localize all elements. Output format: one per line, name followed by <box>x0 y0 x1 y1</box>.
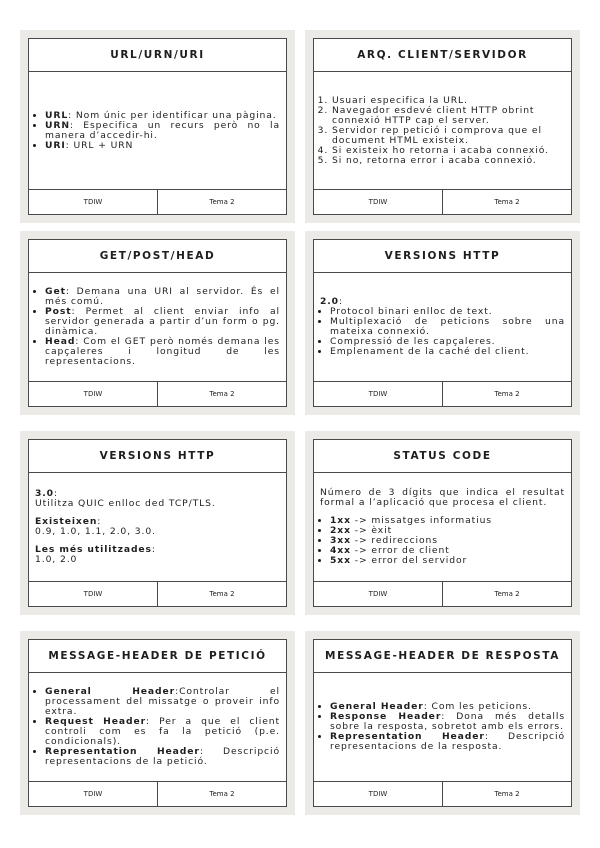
list-item: • Compressió de les capçaleres. <box>330 337 565 347</box>
footer-subject: TDIW <box>29 582 158 606</box>
card-title: VERSIONS HTTP <box>314 240 571 273</box>
card-footer <box>314 781 571 806</box>
steps-list <box>320 96 565 166</box>
header-list <box>35 687 280 767</box>
list-item: • Representation Header: Descripció representacions de la resposta. <box>330 732 565 752</box>
flashcard-request-headers <box>20 631 295 815</box>
card-title: MESSAGE-HEADER DE PETICIÓ <box>29 640 286 673</box>
footer-topic: Tema 2 <box>209 790 235 798</box>
flashcard-url-urn-uri <box>20 30 295 223</box>
flashcard-client-server <box>305 30 580 223</box>
card-body <box>320 674 565 780</box>
footer-topic: Tema 2 <box>494 198 520 206</box>
list-item: • 2xx -> èxit <box>330 526 565 536</box>
card-title: VERSIONS HTTP <box>29 440 286 473</box>
list-item: • Head: Com el GET però només demana les capçaleres i longitud de les representacions. <box>45 337 280 367</box>
footer-subject: TDIW <box>314 190 443 214</box>
definition-list <box>35 111 280 151</box>
list-item: • Response Header: Dona més detalls sobre la resposta, sobretot amb els errors. <box>330 712 565 732</box>
version-heading: 2.0: <box>320 296 343 307</box>
list-item: • Protocol binari enlloc de text. <box>330 307 565 317</box>
card-frame <box>313 439 572 607</box>
card-frame <box>28 639 287 807</box>
existing-label: Existeixen: <box>35 516 102 527</box>
card-body <box>35 674 280 780</box>
list-item: • 3xx -> redireccions <box>330 536 565 546</box>
card-frame <box>28 38 287 215</box>
list-item: • Post: Permet al client enviar info al servidor generada a partir d’un form o pg. dinàmica. <box>45 307 280 337</box>
footer-subject: TDIW <box>29 782 158 806</box>
list-item: • 1xx -> missatges informatius <box>330 516 565 526</box>
status-code-list <box>320 516 565 566</box>
card-footer <box>29 581 286 606</box>
list-item: 1. Usuari especifica la URL. <box>332 96 565 106</box>
list-item: • Representation Header: Descripció representacions de la petició. <box>45 747 280 767</box>
flashcard-http-versions-3 <box>20 431 295 615</box>
card-title: URL/URN/URI <box>29 39 286 72</box>
list-item: • Request Header: Per a que el client controli com es fa la petició (p.e. condicionals). <box>45 717 280 747</box>
list-item: • URN: Especifica un recurs però no la manera d’accedir-hi. <box>45 121 280 141</box>
card-title: STATUS CODE <box>314 440 571 473</box>
card-footer <box>29 781 286 806</box>
list-item: • URL: Nom únic per identificar una pàgina. <box>45 111 280 121</box>
card-footer <box>29 381 286 406</box>
version-text: Utilitza QUIC enlloc ded TCP/TLS. <box>35 498 216 509</box>
footer-topic: Tema 2 <box>494 390 520 398</box>
card-body <box>320 73 565 188</box>
most-used-label: Les més utilitzades: <box>35 544 156 555</box>
list-item: • General Header: Com les peticions. <box>330 702 565 712</box>
status-intro: Número de 3 dígits que indica el resultat formal a l’aplicació que procesa el client. <box>320 487 565 508</box>
card-frame <box>28 439 287 607</box>
card-title: ARQ. CLIENT/SERVIDOR <box>314 39 571 72</box>
card-footer <box>29 189 286 214</box>
card-body <box>320 274 565 380</box>
list-item: 5. Si no, retorna error i acaba connexió. <box>332 156 565 166</box>
footer-topic: Tema 2 <box>209 590 235 598</box>
card-title: GET/POST/HEAD <box>29 240 286 273</box>
footer-subject: TDIW <box>29 190 158 214</box>
list-item: • 5xx -> error del servidor <box>330 556 565 566</box>
card-footer <box>314 581 571 606</box>
card-frame <box>28 239 287 407</box>
card-body <box>35 474 280 580</box>
list-item: • General Header:Controlar el processament del missatge o proveir info extra. <box>45 687 280 717</box>
flashcard-http-versions-2 <box>305 231 580 415</box>
list-item: • 4xx -> error de client <box>330 546 565 556</box>
footer-subject: TDIW <box>314 382 443 406</box>
footer-subject: TDIW <box>29 382 158 406</box>
card-body <box>35 274 280 380</box>
definition-list <box>35 287 280 367</box>
flashcard-status-code <box>305 431 580 615</box>
card-footer <box>314 381 571 406</box>
card-frame <box>313 239 572 407</box>
list-item: 4. Si existeix ho retorna i acaba connexió. <box>332 146 565 156</box>
footer-topic: Tema 2 <box>494 590 520 598</box>
list-item: • Multiplexació de peticions sobre una mateixa connexió. <box>330 317 565 337</box>
footer-subject: TDIW <box>314 782 443 806</box>
footer-topic: Tema 2 <box>209 198 235 206</box>
card-frame <box>313 639 572 807</box>
list-item: • URI: URL + URN <box>45 141 280 151</box>
existing-versions: 0.9, 1.0, 1.1, 2.0, 3.0. <box>35 526 156 537</box>
card-title: MESSAGE-HEADER DE RESPOSTA <box>314 640 571 673</box>
footer-topic: Tema 2 <box>209 390 235 398</box>
list-item: 3. Servidor rep petició i comprova que el document HTML existeix. <box>332 126 565 146</box>
list-item: • Emplenament de la caché del client. <box>330 347 565 357</box>
header-list <box>320 702 565 752</box>
card-footer <box>314 189 571 214</box>
feature-list <box>320 307 565 357</box>
version-heading: 3.0: <box>35 488 58 499</box>
card-body <box>320 474 565 580</box>
list-item: 2. Navegador esdevé client HTTP obrint connexió HTTP cap el server. <box>332 106 565 126</box>
card-body <box>35 73 280 188</box>
most-used-versions: 1.0, 2.0 <box>35 554 78 565</box>
list-item: • Get: Demana una URI al servidor. És el més comú. <box>45 287 280 307</box>
flashcard-response-headers <box>305 631 580 815</box>
card-frame <box>313 38 572 215</box>
footer-topic: Tema 2 <box>494 790 520 798</box>
flashcard-get-post-head <box>20 231 295 415</box>
footer-subject: TDIW <box>314 582 443 606</box>
